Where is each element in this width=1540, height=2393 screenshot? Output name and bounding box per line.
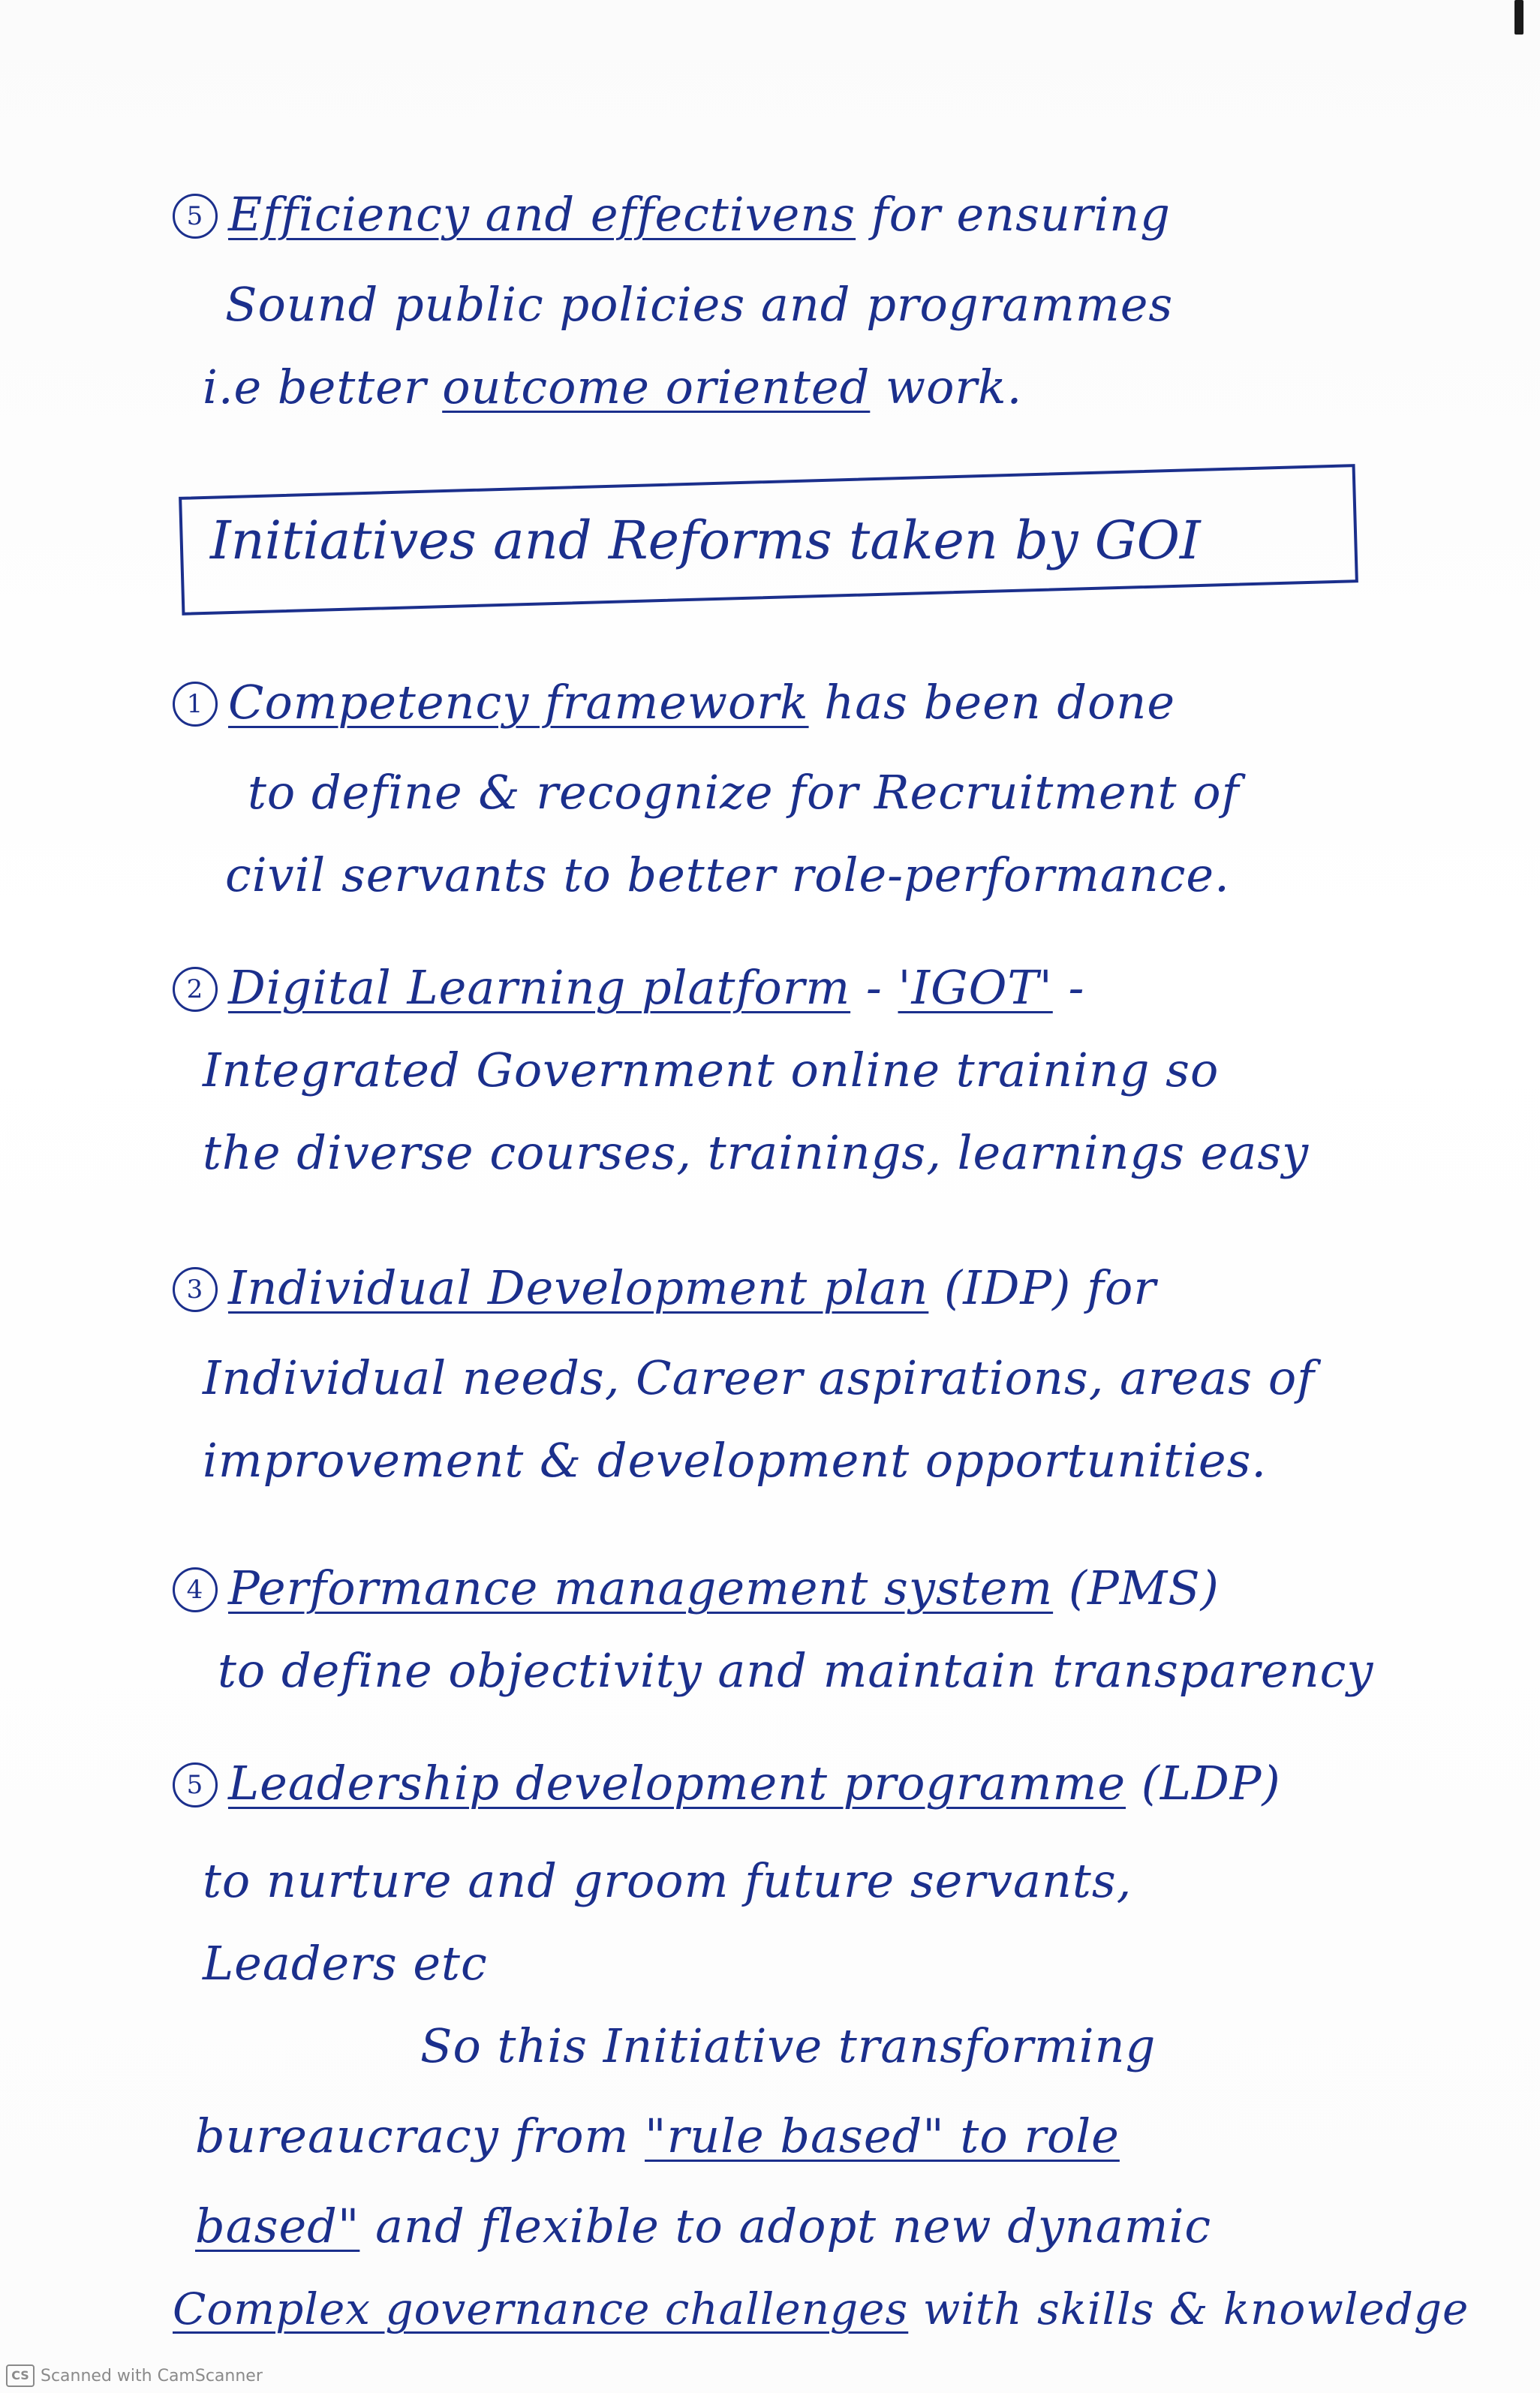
intro-line-1: 5 Efficiency and effectivens for ensuring bbox=[173, 188, 1171, 242]
item-4-line-1: 4 Performance management system (PMS) bbox=[173, 1561, 1220, 1615]
item-5-line-3: Leaders etc bbox=[203, 1936, 488, 1991]
watermark-text: Scanned with CamScanner bbox=[41, 2366, 263, 2385]
item-1-line-1: 1 Competency framework has been done bbox=[173, 676, 1175, 730]
conclusion-line-4: Complex governance challenges with skills & knowledge bbox=[173, 2283, 1469, 2334]
heading: Initiatives and Reforms taken by GOI bbox=[210, 510, 1201, 571]
item-4-line-2: to define objectivity and maintain transparency bbox=[218, 1643, 1374, 1698]
intro-line-3: i.e better outcome oriented work. bbox=[203, 360, 1023, 414]
item-number: 2 bbox=[173, 967, 218, 1012]
intro-line-2: Sound public policies and programmes bbox=[225, 277, 1174, 332]
camscanner-watermark bbox=[6, 2364, 263, 2387]
item-number: 5 bbox=[173, 1762, 218, 1808]
item-5-line-1: 5 Leadership development programme (LDP) bbox=[173, 1756, 1281, 1811]
scan-edge-mark bbox=[1514, 0, 1523, 35]
item-1-line-2: to define & recognize for Recruitment of bbox=[248, 765, 1240, 820]
item-1-line-3: civil servants to better role-performance. bbox=[225, 847, 1230, 902]
conclusion-line-1: So this Initiative transforming bbox=[420, 2018, 1157, 2073]
item-2-line-2: Integrated Government online training so bbox=[203, 1043, 1220, 1097]
item-3-line-3: improvement & development opportunities. bbox=[203, 1433, 1268, 1488]
item-5-line-2: to nurture and groom future servants, bbox=[203, 1853, 1132, 1908]
conclusion-line-3: based" and flexible to adopt new dynamic bbox=[195, 2199, 1212, 2253]
item-number: 3 bbox=[173, 1267, 218, 1312]
item-number: 1 bbox=[173, 682, 218, 727]
intro-number: 5 bbox=[173, 194, 218, 239]
item-2-line-1: 2 Digital Learning platform - 'IGOT' - bbox=[173, 961, 1084, 1015]
item-2-line-3: the diverse courses, trainings, learnings easy bbox=[203, 1125, 1310, 1180]
item-3-line-1: 3 Individual Development plan (IDP) for bbox=[173, 1261, 1157, 1315]
item-3-line-2: Individual needs, Career aspirations, areas of bbox=[203, 1350, 1316, 1405]
conclusion-line-2: bureaucracy from "rule based" to role bbox=[195, 2109, 1120, 2163]
item-number: 4 bbox=[173, 1567, 218, 1612]
camscanner-logo-icon: CS bbox=[6, 2364, 35, 2387]
